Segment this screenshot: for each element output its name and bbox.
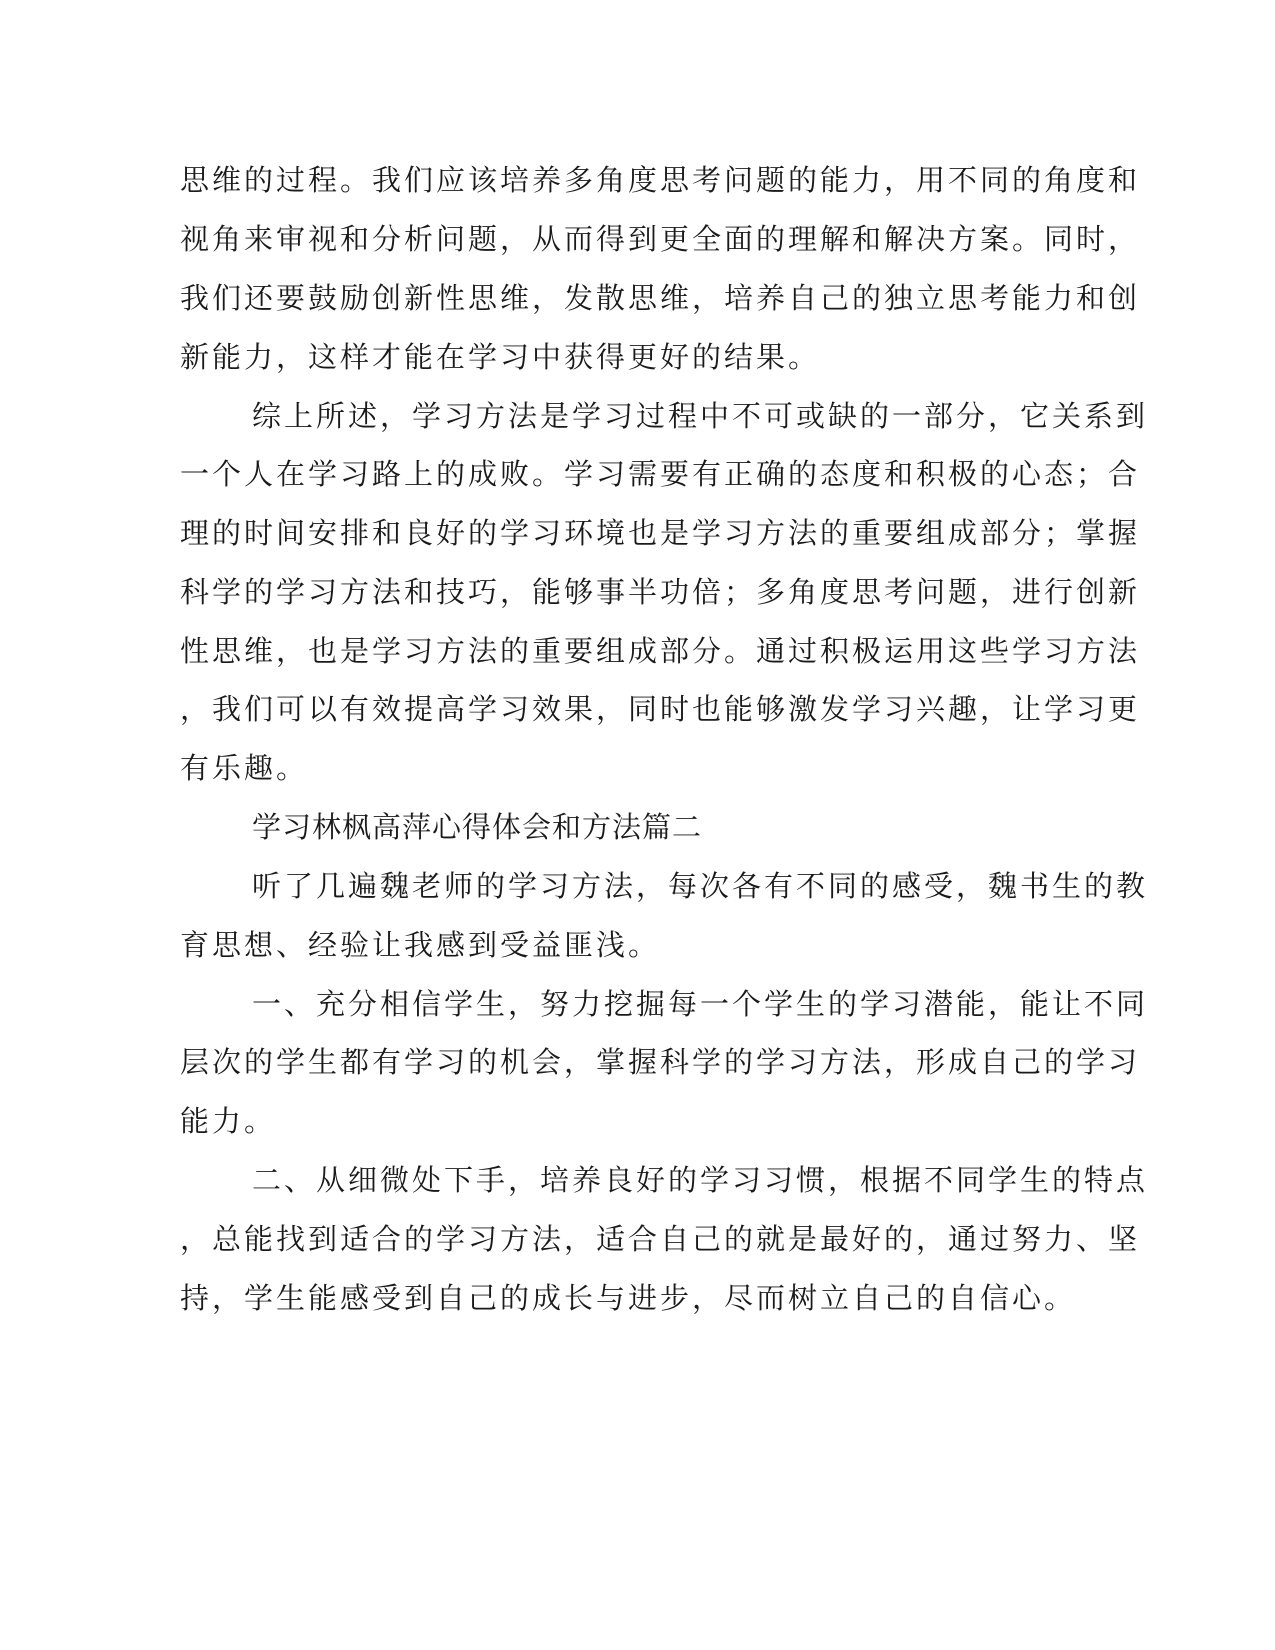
text-line: 我们还要鼓励创新性思维，发散思维，培养自己的独立思考能力和创 (180, 281, 1141, 315)
text-line: 层次的学生都有学习的机会，掌握科学的学习方法，形成自己的学习 (180, 1045, 1141, 1079)
paragraph-first-line: 综上所述，学习方法是学习过程中不可或缺的一部分，它关系到 (252, 399, 1149, 433)
text-line: ，我们可以有效提高学习效果，同时也能够激发学习兴趣，让学习更 (180, 692, 1141, 726)
text-line: 思维的过程。我们应该培养多角度思考问题的能力，用不同的角度和 (180, 163, 1141, 197)
section-heading: 学习林枫高萍心得体会和方法篇二 (252, 810, 703, 844)
paragraph-first-line: 二、从细微处下手，培养良好的学习习惯，根据不同学生的特点 (252, 1163, 1149, 1197)
text-line: 性思维，也是学习方法的重要组成部分。通过积极运用这些学习方法 (180, 634, 1141, 668)
text-line: ，总能找到适合的学习方法，适合自己的就是最好的，通过努力、坚 (180, 1222, 1141, 1256)
text-line: 育思想、经验让我感到受益匪浅。 (180, 928, 661, 962)
text-line: 视角来审视和分析问题，从而得到更全面的理解和解决方案。同时， (180, 222, 1141, 256)
text-line: 持，学生能感受到自己的成长与进步，尽而树立自己的自信心。 (180, 1281, 1077, 1315)
text-line: 新能力，这样才能在学习中获得更好的结果。 (180, 340, 821, 374)
text-line: 有乐趣。 (180, 751, 309, 785)
paragraph-first-line: 听了几遍魏老师的学习方法，每次各有不同的感受，魏书生的教 (252, 869, 1149, 903)
text-line: 能力。 (180, 1104, 277, 1138)
text-line: 科学的学习方法和技巧，能够事半功倍；多角度思考问题，进行创新 (180, 575, 1141, 609)
text-line: 理的时间安排和良好的学习环境也是学习方法的重要组成部分；掌握 (180, 516, 1141, 550)
text-line: 一个人在学习路上的成败。学习需要有正确的态度和积极的心态；合 (180, 457, 1141, 491)
paragraph-first-line: 一、充分相信学生，努力挖掘每一个学生的学习潜能，能让不同 (252, 987, 1149, 1021)
